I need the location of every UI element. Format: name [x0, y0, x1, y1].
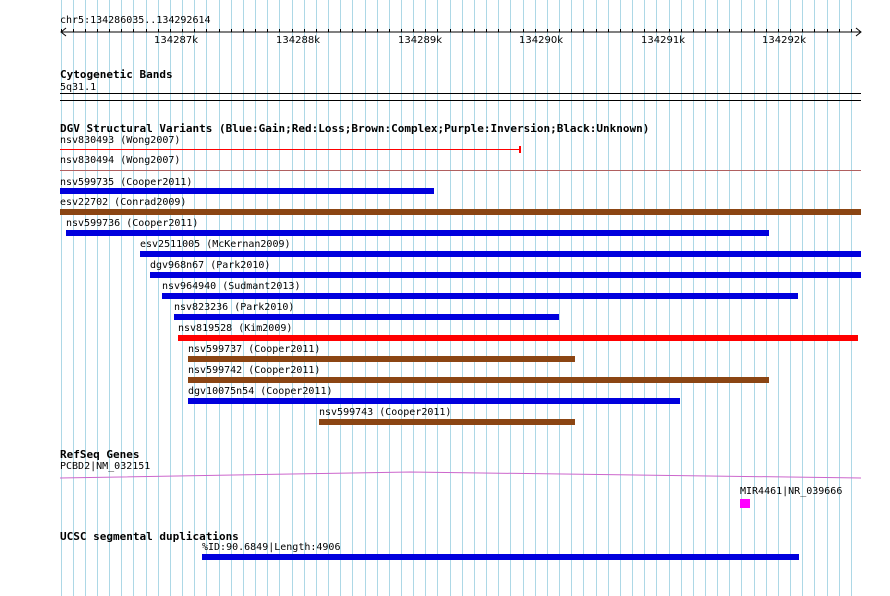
- feature-label[interactable]: %ID:90.6849|Length:4906: [202, 542, 341, 553]
- feature-complex-bar[interactable]: [188, 356, 575, 362]
- feature-loss-line[interactable]: [60, 149, 520, 150]
- feature-loss-bar[interactable]: [178, 335, 858, 341]
- ruler-tick-label: 134290k: [519, 35, 563, 46]
- feature-label[interactable]: dgv968n67 (Park2010): [150, 260, 271, 271]
- feature-label[interactable]: nsv599736 (Cooper2011): [66, 218, 199, 229]
- feature-label[interactable]: nsv599743 (Cooper2011): [319, 407, 452, 418]
- feature-label[interactable]: dgv10075n54 (Cooper2011): [188, 386, 333, 397]
- track-title-cytoband: Cytogenetic Bands: [60, 68, 173, 81]
- ruler-tick-label: 134291k: [641, 35, 685, 46]
- feature-complex-bar[interactable]: [319, 419, 575, 425]
- cytoband-label: 5q31.1: [60, 82, 97, 93]
- ruler-tick-label: 134288k: [276, 35, 320, 46]
- feature-gain-bar[interactable]: [174, 314, 559, 320]
- segdup-bar[interactable]: [202, 554, 799, 560]
- feature-gain-bar[interactable]: [150, 272, 861, 278]
- feature-label[interactable]: nsv823236 (Park2010): [174, 302, 295, 313]
- feature-complex-bar[interactable]: [60, 209, 861, 215]
- feature-label[interactable]: nsv830493 (Wong2007): [60, 135, 181, 146]
- feature-label[interactable]: nsv819528 (Kim2009): [178, 323, 293, 334]
- cytoband-bar-top: [60, 93, 861, 94]
- feature-label[interactable]: esv2511005 (McKernan2009): [140, 239, 291, 250]
- feature-gain-bar[interactable]: [188, 398, 680, 404]
- feature-label[interactable]: nsv830494 (Wong2007): [60, 155, 181, 166]
- track-title-dgv: DGV Structural Variants (Blue:Gain;Red:Loss;Brown:Complex;Purple:Inversion;Black:Unknown): [60, 122, 650, 135]
- feature-label[interactable]: nsv599735 (Cooper2011): [60, 177, 193, 188]
- location-label: chr5:134286035..134292614: [60, 15, 211, 26]
- ruler-tick-label: 134289k: [398, 35, 442, 46]
- ruler-tick-label: 134292k: [762, 35, 806, 46]
- gene-intron-line[interactable]: [0, 468, 890, 484]
- feature-gain-bar[interactable]: [162, 293, 798, 299]
- feature-label[interactable]: esv22702 (Conrad2009): [60, 197, 187, 208]
- track-title-refseq: RefSeq Genes: [60, 448, 140, 461]
- mirna-gene-box[interactable]: [740, 499, 750, 508]
- feature-loss-end: [519, 146, 521, 153]
- track-title-segdup: UCSC segmental duplications: [60, 530, 239, 543]
- gene-label[interactable]: PCBD2|NM_032151: [60, 461, 151, 472]
- feature-loss-line[interactable]: [60, 170, 861, 171]
- feature-gain-bar[interactable]: [66, 230, 769, 236]
- feature-gain-bar[interactable]: [140, 251, 861, 257]
- feature-complex-bar[interactable]: [188, 377, 769, 383]
- feature-label[interactable]: nsv599737 (Cooper2011): [188, 344, 321, 355]
- ruler-axis: [0, 26, 890, 40]
- cytoband-bar-bottom: [60, 100, 861, 101]
- feature-label[interactable]: nsv964940 (Sudmant2013): [162, 281, 301, 292]
- gene-label[interactable]: MIR4461|NR_039666: [740, 486, 843, 497]
- feature-label[interactable]: nsv599742 (Cooper2011): [188, 365, 321, 376]
- ruler-tick-label: 134287k: [154, 35, 198, 46]
- feature-gain-bar[interactable]: [60, 188, 434, 194]
